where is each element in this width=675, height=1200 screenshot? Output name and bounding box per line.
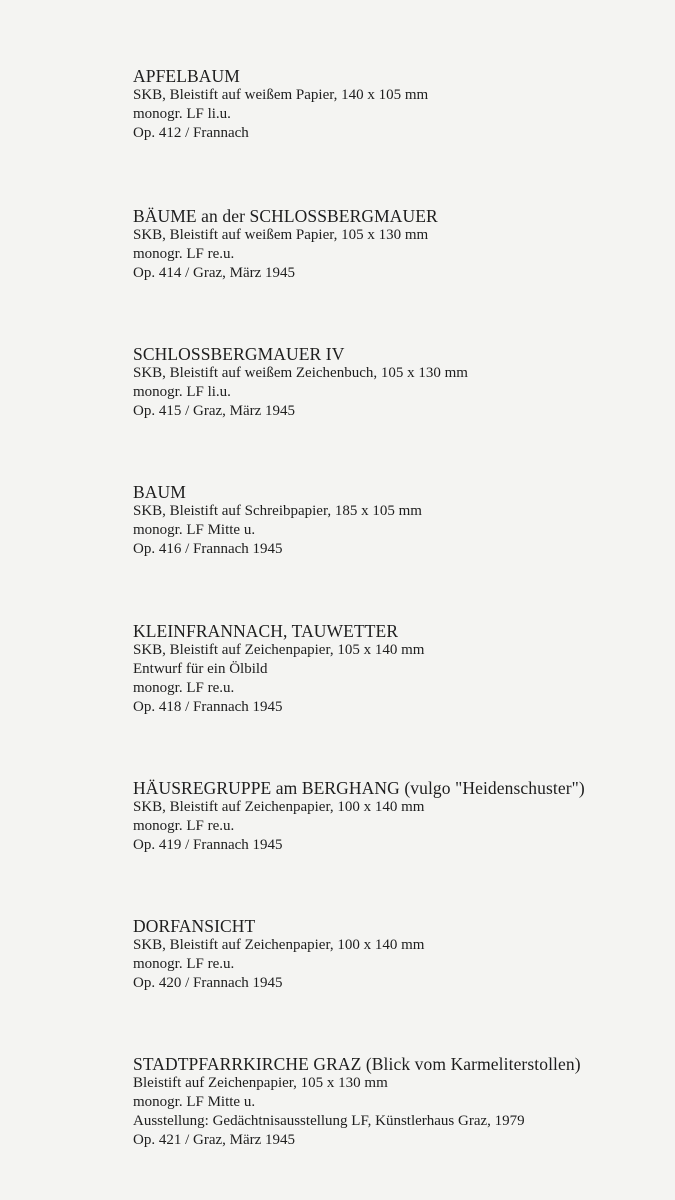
entry-opus: Op. 414 / Graz, März 1945: [133, 265, 296, 281]
entry-title: KLEINFRANNACH, TAUWETTER: [133, 621, 399, 641]
entry-technique: SKB, Bleistift auf Schreibpapier, 185 x 105 mm: [133, 503, 422, 519]
entry-opus: Op. 416 / Frannach 1945: [133, 541, 283, 557]
entry-technique: Bleistift auf Zeichenpapier, 105 x 130 mm: [133, 1075, 388, 1091]
entry-opus: Op. 418 / Frannach 1945: [133, 699, 283, 715]
catalog-entry-haeusergruppe-berghang: [133, 778, 653, 855]
catalog-entry-stadtpfarrkirche-graz: [133, 1054, 653, 1150]
entry-signature: monogr. LF li.u.: [133, 384, 231, 400]
entry-signature: monogr. LF re.u.: [133, 818, 235, 834]
entry-technique: SKB, Bleistift auf Zeichenpapier, 100 x 140 mm: [133, 799, 425, 815]
entry-title: APFELBAUM: [133, 66, 240, 86]
entry-opus: Op. 415 / Graz, März 1945: [133, 403, 296, 419]
entry-technique: SKB, Bleistift auf weißem Zeichenbuch, 105 x 130 mm: [133, 365, 468, 381]
entry-exhibition: Ausstellung: Gedächtnisausstellung LF, Künstlerhaus Graz, 1979: [133, 1113, 525, 1129]
entry-title: DORFANSICHT: [133, 916, 256, 936]
entry-signature: monogr. LF re.u.: [133, 246, 235, 262]
entry-signature: monogr. LF Mitte u.: [133, 522, 256, 538]
catalog-entry-baeume-schlossbergmauer: [133, 206, 653, 283]
catalog-entry-baum: [133, 482, 653, 559]
entry-title: SCHLOSSBERGMAUER IV: [133, 344, 345, 364]
entry-title: BÄUME an der SCHLOSSBERGMAUER: [133, 206, 438, 226]
entry-opus: Op. 412 / Frannach: [133, 125, 249, 141]
catalog-entry-apfelbaum: [133, 66, 653, 143]
entry-note: Entwurf für ein Ölbild: [133, 661, 268, 677]
entry-title: HÄUSREGRUPPE am BERGHANG (vulgo "Heidenschuster"): [133, 778, 585, 798]
entry-technique: SKB, Bleistift auf weißem Papier, 105 x 130 mm: [133, 227, 429, 243]
catalog-entry-kleinfrannach-tauwetter: [133, 621, 653, 717]
entry-technique: SKB, Bleistift auf Zeichenpapier, 100 x 140 mm: [133, 937, 425, 953]
entry-signature: monogr. LF Mitte u.: [133, 1094, 256, 1110]
entry-technique: SKB, Bleistift auf weißem Papier, 140 x 105 mm: [133, 87, 429, 103]
entry-title: STADTPFARRKIRCHE GRAZ (Blick vom Karmeliterstollen): [133, 1054, 581, 1074]
catalog-entry-schlossbergmauer-iv: [133, 344, 653, 421]
entry-signature: monogr. LF re.u.: [133, 956, 235, 972]
catalog-entry-dorfansicht: [133, 916, 653, 993]
entry-opus: Op. 420 / Frannach 1945: [133, 975, 283, 991]
entry-opus: Op. 421 / Graz, März 1945: [133, 1132, 296, 1148]
entry-signature: monogr. LF re.u.: [133, 680, 235, 696]
entry-opus: Op. 419 / Frannach 1945: [133, 837, 283, 853]
entry-signature: monogr. LF li.u.: [133, 106, 231, 122]
entry-title: BAUM: [133, 482, 186, 502]
entry-technique: SKB, Bleistift auf Zeichenpapier, 105 x 140 mm: [133, 642, 425, 658]
